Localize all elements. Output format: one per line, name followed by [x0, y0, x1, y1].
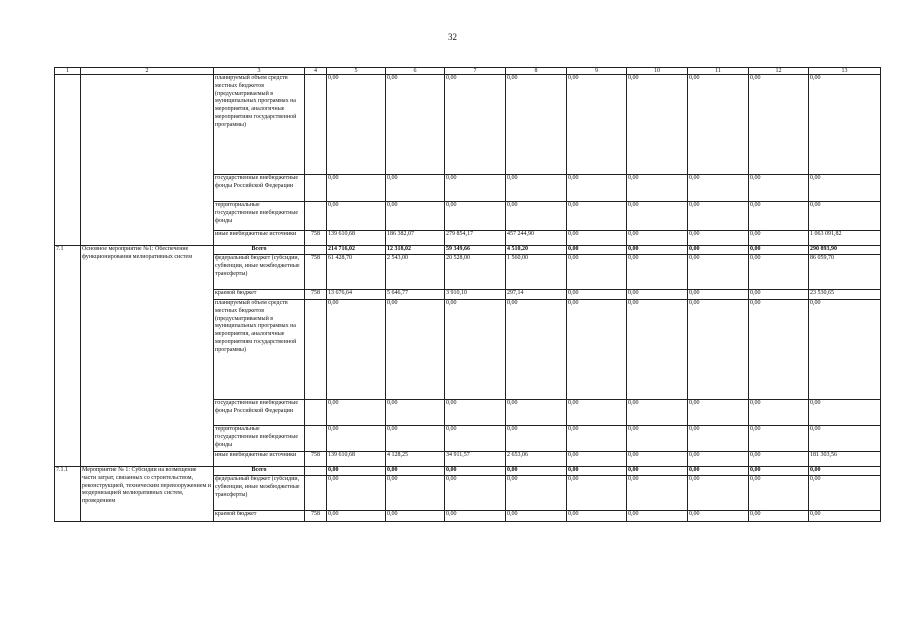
amount-cell: 86 059,70	[809, 255, 881, 290]
amount-cell: 0,00	[627, 202, 688, 231]
amount-cell: 0,00	[627, 290, 688, 300]
budget-code-cell	[305, 426, 327, 452]
funding-source-cell: планируемый объем средств местных бюджетов (предусматриваемый в муниципальных программах на мероприятия, аналогичные мероприятиям государственной программы)	[214, 75, 305, 175]
table-body	[55, 68, 881, 522]
amount-cell: 0,00	[688, 467, 749, 476]
amount-cell: 0,00	[627, 75, 688, 175]
amount-cell: 0,00	[627, 452, 688, 467]
table-row	[55, 467, 881, 476]
amount-cell: 0,00	[627, 231, 688, 246]
amount-cell: 0,00	[506, 511, 567, 522]
amount-cell: 0,00	[567, 511, 627, 522]
amount-cell: 3 910,10	[445, 290, 506, 300]
amount-cell: 0,00	[809, 400, 881, 426]
row-name-cell: Мероприятие № 1: Субсидии на возмещение части затрат, связанных со строительством, реконструкцией, техническим перевооружением и модернизацией мелиоративных систем, проведением	[81, 467, 214, 522]
amount-cell: 2 653,06	[506, 452, 567, 467]
amount-cell: 4 510,20	[506, 246, 567, 255]
table-row	[55, 246, 881, 255]
amount-cell: 0,00	[327, 202, 386, 231]
budget-code-cell: 758	[305, 290, 327, 300]
amount-cell: 0,00	[749, 467, 809, 476]
amount-cell: 0,00	[809, 426, 881, 452]
funding-source-cell: иные внебюджетные источники	[214, 231, 305, 246]
amount-cell: 0,00	[688, 290, 749, 300]
amount-cell: 0,00	[386, 175, 445, 202]
budget-code-cell	[305, 467, 327, 476]
amount-cell: 0,00	[627, 255, 688, 290]
column-number-cell: 12	[749, 68, 809, 75]
column-number-row	[55, 68, 881, 75]
amount-cell: 0,00	[445, 426, 506, 452]
column-number-cell: 4	[305, 68, 327, 75]
amount-cell: 0,00	[749, 231, 809, 246]
funding-source-cell: иные внебюджетные источники	[214, 452, 305, 467]
amount-cell: 0,00	[749, 246, 809, 255]
amount-cell: 0,00	[327, 467, 386, 476]
amount-cell: 0,00	[749, 511, 809, 522]
amount-cell: 0,00	[506, 300, 567, 400]
funding-source-cell: краевой бюджет	[214, 511, 305, 522]
column-number-cell: 13	[809, 68, 881, 75]
row-name-cell: Основное мероприятие №1: Обеспечение функционирования мелиоративных систем	[81, 246, 214, 467]
amount-cell: 0,00	[506, 75, 567, 175]
row-number-cell: 7.1	[55, 246, 81, 467]
amount-cell: 23 530,65	[809, 290, 881, 300]
amount-cell: 0,00	[506, 467, 567, 476]
amount-cell: 0,00	[386, 202, 445, 231]
amount-cell: 0,00	[386, 426, 445, 452]
amount-cell: 0,00	[506, 426, 567, 452]
amount-cell: 0,00	[749, 75, 809, 175]
amount-cell: 0,00	[688, 246, 749, 255]
amount-cell: 139 610,68	[327, 452, 386, 467]
amount-cell: 0,00	[327, 476, 386, 511]
amount-cell: 0,00	[688, 426, 749, 452]
amount-cell: 1 063 091,82	[809, 231, 881, 246]
amount-cell: 20 528,00	[445, 255, 506, 290]
amount-cell: 457 244,90	[506, 231, 567, 246]
budget-code-cell: 758	[305, 452, 327, 467]
funding-source-cell: государственные внебюджетные фонды Российской Федерации	[214, 400, 305, 426]
amount-cell: 0,00	[688, 511, 749, 522]
amount-cell: 1 560,00	[506, 255, 567, 290]
amount-cell: 0,00	[749, 452, 809, 467]
funding-source-cell: территориальные государственные внебюджетные фонды	[214, 202, 305, 231]
amount-cell: 290 893,90	[809, 246, 881, 255]
amount-cell: 0,00	[567, 452, 627, 467]
amount-cell: 0,00	[809, 300, 881, 400]
amount-cell: 0,00	[688, 202, 749, 231]
amount-cell: 0,00	[627, 511, 688, 522]
amount-cell: 0,00	[386, 476, 445, 511]
amount-cell: 0,00	[688, 452, 749, 467]
amount-cell: 0,00	[567, 400, 627, 426]
amount-cell: 0,00	[567, 300, 627, 400]
row-name-cell	[81, 75, 214, 246]
amount-cell: 0,00	[386, 75, 445, 175]
amount-cell: 0,00	[445, 202, 506, 231]
column-number-cell: 5	[327, 68, 386, 75]
amount-cell: 0,00	[809, 202, 881, 231]
amount-cell: 0,00	[506, 476, 567, 511]
amount-cell: 0,00	[327, 75, 386, 175]
amount-cell: 0,00	[627, 246, 688, 255]
amount-cell: 0,00	[688, 400, 749, 426]
amount-cell: 0,00	[749, 400, 809, 426]
amount-cell: 0,00	[749, 202, 809, 231]
funding-source-cell: планируемый объем средств местных бюджетов (предусматриваемый в муниципальных программах на мероприятия, аналогичные мероприятиям государственной программы)	[214, 300, 305, 400]
amount-cell: 186 382,07	[386, 231, 445, 246]
amount-cell: 139 610,68	[327, 231, 386, 246]
budget-code-cell	[305, 400, 327, 426]
amount-cell: 0,00	[445, 300, 506, 400]
amount-cell: 0,00	[809, 511, 881, 522]
funding-source-cell: федеральный бюджет (субсидии, субвенции, иные межбюджетные трансферты)	[214, 476, 305, 511]
amount-cell: 0,00	[688, 175, 749, 202]
column-number-cell: 7	[445, 68, 506, 75]
amount-cell: 0,00	[445, 75, 506, 175]
amount-cell: 0,00	[627, 175, 688, 202]
budget-code-cell	[305, 175, 327, 202]
funding-source-cell: федеральный бюджет (субсидии, субвенции, иные межбюджетные трансферты)	[214, 255, 305, 290]
amount-cell: 0,00	[567, 426, 627, 452]
amount-cell: 0,00	[445, 175, 506, 202]
amount-cell: 0,00	[386, 300, 445, 400]
amount-cell: 0,00	[327, 400, 386, 426]
funding-source-cell: территориальные государственные внебюджетные фонды	[214, 426, 305, 452]
budget-code-cell	[305, 300, 327, 400]
amount-cell: 0,00	[445, 400, 506, 426]
amount-cell: 0,00	[567, 75, 627, 175]
amount-cell: 2 543,00	[386, 255, 445, 290]
amount-cell: 0,00	[688, 255, 749, 290]
amount-cell: 0,00	[386, 511, 445, 522]
budget-code-cell: 758	[305, 255, 327, 290]
amount-cell: 0,00	[567, 246, 627, 255]
amount-cell: 0,00	[749, 300, 809, 400]
amount-cell: 34 911,57	[445, 452, 506, 467]
amount-cell: 0,00	[809, 476, 881, 511]
amount-cell: 61 428,70	[327, 255, 386, 290]
amount-cell: 0,00	[627, 300, 688, 400]
column-number-cell: 10	[627, 68, 688, 75]
amount-cell: 0,00	[506, 202, 567, 231]
funding-source-cell: краевой бюджет	[214, 290, 305, 300]
row-number-cell	[55, 75, 81, 246]
amount-cell: 0,00	[445, 511, 506, 522]
amount-cell: 0,00	[809, 467, 881, 476]
amount-cell: 0,00	[567, 476, 627, 511]
amount-cell: 0,00	[327, 300, 386, 400]
column-number-cell: 1	[55, 68, 81, 75]
column-number-cell: 3	[214, 68, 305, 75]
amount-cell: 0,00	[688, 231, 749, 246]
amount-cell: 12 318,02	[386, 246, 445, 255]
amount-cell: 0,00	[386, 400, 445, 426]
amount-cell: 0,00	[749, 175, 809, 202]
column-number-cell: 9	[567, 68, 627, 75]
amount-cell: 181 303,56	[809, 452, 881, 467]
amount-cell: 0,00	[627, 476, 688, 511]
amount-cell: 0,00	[506, 400, 567, 426]
amount-cell: 0,00	[567, 202, 627, 231]
amount-cell: 0,00	[749, 290, 809, 300]
budget-code-cell: 758	[305, 511, 327, 522]
page-number: 32	[448, 32, 457, 42]
column-number-cell: 11	[688, 68, 749, 75]
amount-cell: 0,00	[567, 290, 627, 300]
amount-cell: 0,00	[445, 476, 506, 511]
column-number-cell: 2	[81, 68, 214, 75]
amount-cell: 0,00	[809, 75, 881, 175]
budget-table	[54, 67, 881, 522]
amount-cell: 0,00	[567, 467, 627, 476]
amount-cell: 0,00	[567, 231, 627, 246]
amount-cell: 0,00	[749, 255, 809, 290]
amount-cell: 0,00	[688, 75, 749, 175]
amount-cell: 59 349,66	[445, 246, 506, 255]
amount-cell: 0,00	[327, 426, 386, 452]
amount-cell: 0,00	[809, 175, 881, 202]
amount-cell: 0,00	[749, 426, 809, 452]
amount-cell: 0,00	[567, 175, 627, 202]
budget-code-cell	[305, 476, 327, 511]
amount-cell: 0,00	[327, 175, 386, 202]
row-number-cell: 7.1.1	[55, 467, 81, 522]
funding-source-cell: Всего	[214, 246, 305, 255]
funding-source-cell: государственные внебюджетные фонды Российской Федерации	[214, 175, 305, 202]
amount-cell: 0,00	[627, 426, 688, 452]
column-number-cell: 6	[386, 68, 445, 75]
amount-cell: 214 716,02	[327, 246, 386, 255]
column-number-cell: 8	[506, 68, 567, 75]
amount-cell: 0,00	[688, 476, 749, 511]
table-row	[55, 75, 881, 175]
amount-cell: 0,00	[627, 400, 688, 426]
amount-cell: 0,00	[445, 467, 506, 476]
budget-code-cell: 758	[305, 231, 327, 246]
amount-cell: 0,00	[567, 255, 627, 290]
budget-code-cell	[305, 246, 327, 255]
funding-source-cell: Всего	[214, 467, 305, 476]
amount-cell: 0,00	[327, 511, 386, 522]
budget-code-cell	[305, 202, 327, 231]
amount-cell: 4 128,25	[386, 452, 445, 467]
budget-code-cell	[305, 75, 327, 175]
amount-cell: 5 646,77	[386, 290, 445, 300]
amount-cell: 0,00	[749, 476, 809, 511]
amount-cell: 0,00	[688, 300, 749, 400]
amount-cell: 13 676,64	[327, 290, 386, 300]
amount-cell: 297,14	[506, 290, 567, 300]
amount-cell: 0,00	[627, 467, 688, 476]
amount-cell: 0,00	[386, 467, 445, 476]
amount-cell: 279 854,17	[445, 231, 506, 246]
amount-cell: 0,00	[506, 175, 567, 202]
